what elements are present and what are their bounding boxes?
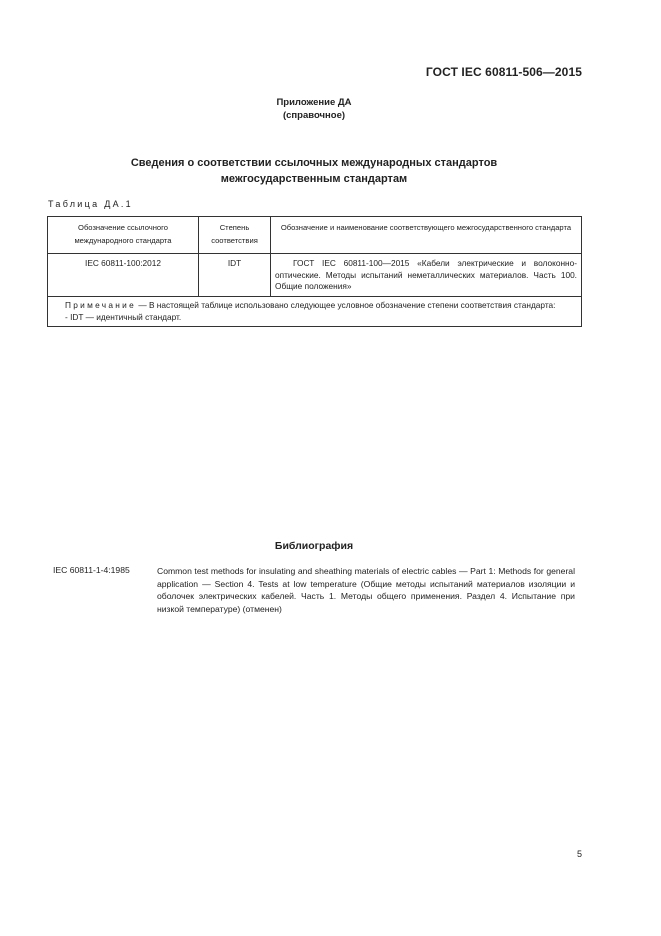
note-label: Примечание — [65, 300, 137, 310]
annex-subtitle: (справочное) — [282, 110, 346, 121]
note-text: — В настоящей таблице использовано следующее условное обозначение степени соответствия стандарта: — [136, 300, 556, 310]
section-title-line2: межгосударственным стандартам — [220, 173, 408, 185]
correspondence-table — [47, 216, 582, 327]
cell-degree: IDT — [199, 254, 271, 297]
standard-code: ГОСТ IEC 60811-506—2015 — [425, 65, 582, 79]
table-header-row — [48, 217, 582, 254]
table-row — [48, 254, 582, 297]
cell-ref-standard: IEC 60811-100:2012 — [48, 254, 199, 297]
header-degree: Степень соответствия — [199, 217, 271, 254]
table-label: Таблица ДА.1 — [48, 199, 133, 209]
section-title-line1: Сведения о соответствии ссылочных международных стандартов — [130, 157, 498, 169]
note-item: - IDT — идентичный стандарт. — [65, 311, 182, 322]
page-number: 5 — [577, 849, 583, 859]
bibliography-title: Библиография — [274, 540, 354, 552]
cell-national-standard: ГОСТ IEC 60811-100—2015 «Кабели электрические и волоконно-оптические. Методы испытаний неметаллических материалов. Часть 100. Общие положения» — [271, 254, 582, 297]
header-national-standard: Обозначение и наименование соответствующего межгосударственного стандарта — [271, 217, 582, 254]
bibliography-entry-text: Common test methods for insulating and sheathing materials of electric cables — Part 1: Methods for general application — Section 4. Tests at low temperature (Общие методы испытаний материалов изоляции и оболочек электрических кабелей. Часть 1. Методы общего применения. Раздел 4. Испытание при низкой температуре) (отменен) — [157, 566, 575, 614]
table-note — [48, 297, 582, 327]
annex-title: Приложение ДА — [276, 97, 352, 108]
header-ref-standard: Обозначение ссылочного международного стандарта — [48, 217, 199, 254]
table-note-row — [48, 297, 582, 327]
bibliography-entry-ref: IEC 60811-1-4:1985 — [53, 565, 130, 575]
